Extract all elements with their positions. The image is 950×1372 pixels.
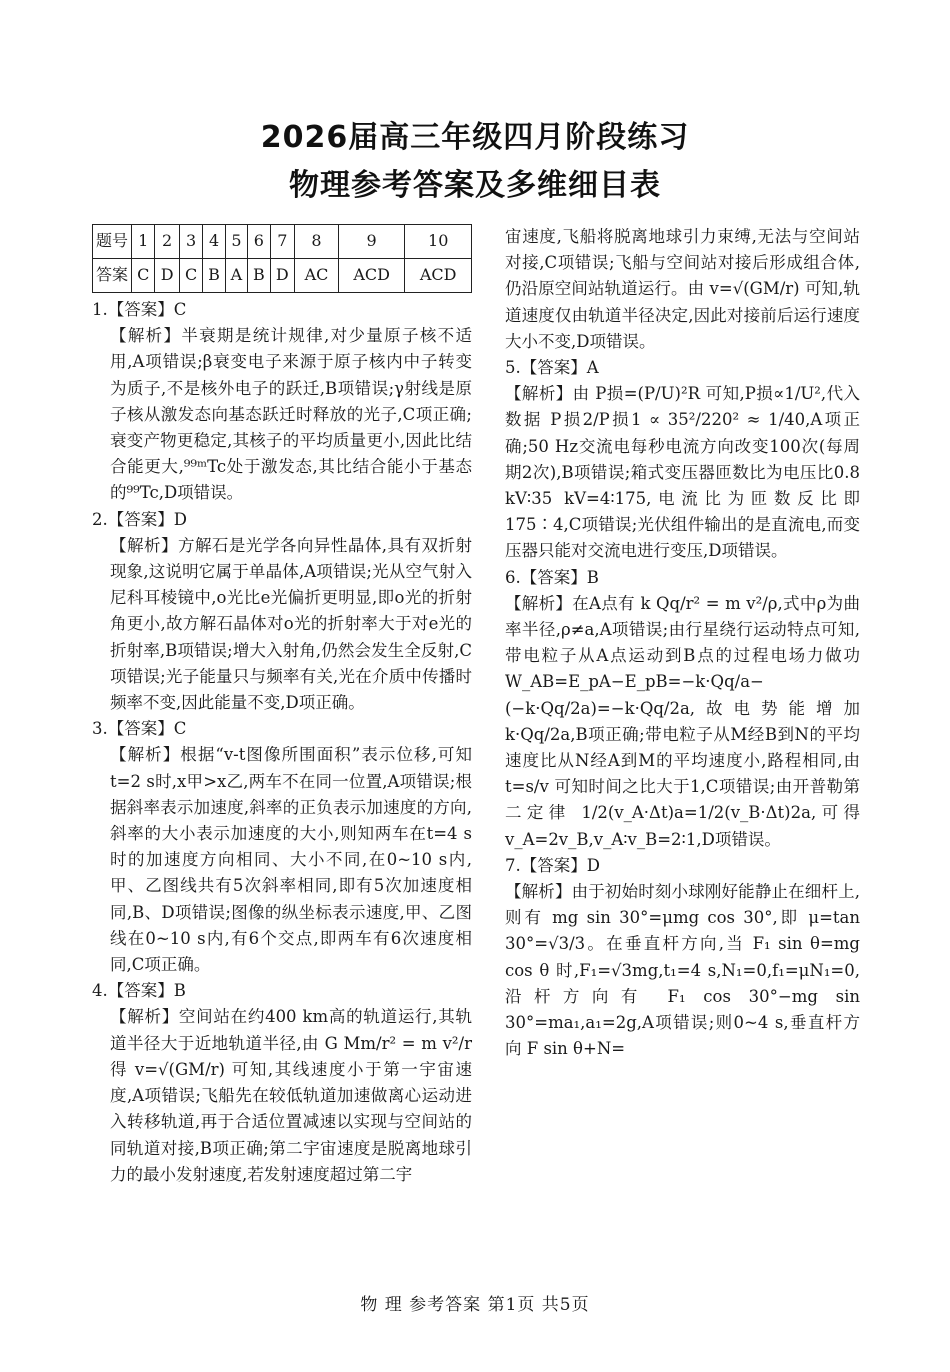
question-answer: 3.【答案】C [92, 719, 187, 739]
question-answer: 7.【答案】D [505, 855, 600, 875]
question-explanation: 【解析】根据“v-t图像所围面积”表示位移,可知t=2 s时,x甲>x乙,两车不在同一位置,A项错误;根据斜率表示加速度,斜率的正负表示加速度的方向,斜率的大小表示加速度的大小,则知两车在t=4 s时的加速度方向相同、大小不同,在0~10 s内,甲、乙图线共有5次斜率相同,即有5次加速度相同,B、D项错误;图像的纵坐标表示速度,甲、乙图线在0~10 s内,有6个交点,即两车有6次速度相同,C项正确。 [110, 745, 472, 975]
table-cell: 8 [295, 225, 339, 259]
table-header-cell: 答案 [93, 259, 132, 293]
question-4-continued [505, 224, 860, 355]
table-cell: D [270, 259, 294, 293]
question-7 [505, 853, 860, 1063]
table-cell: B [248, 259, 271, 293]
question-6 [505, 565, 860, 853]
table-row-numbers [93, 225, 472, 259]
question-answer: 4.【答案】B [92, 981, 186, 1001]
table-cell: C [132, 259, 155, 293]
table-cell: B [203, 259, 226, 293]
table-cell: ACD [338, 259, 405, 293]
table-row-answers [93, 259, 472, 293]
table-cell: 1 [132, 225, 155, 259]
question-answer: 5.【答案】A [505, 358, 599, 378]
table-cell: C [179, 259, 202, 293]
question-4 [92, 978, 472, 1188]
table-cell: 2 [155, 225, 179, 259]
question-explanation: 宙速度,飞船将脱离地球引力束缚,无法与空间站对接,C项错误;飞船与空间站对接后形成组合体,仍沿原空间站轨道运行。由 v=√(GM/r) 可知,轨道速度仅由轨道半径决定,因此对接前后运行速度大小不变,D项错误。 [505, 227, 860, 351]
table-cell: 10 [405, 225, 472, 259]
question-answer: 6.【答案】B [505, 567, 599, 587]
table-cell: D [155, 259, 179, 293]
question-answer: 2.【答案】D [92, 509, 187, 529]
left-column [92, 224, 472, 1188]
question-1 [92, 297, 472, 507]
question-explanation: 【解析】由 P损=(P/U)²R 可知,P损∝1/U²,代入数据 P损2/P损1 ∝ 35²/220² ≈ 1/40,A项正确;50 Hz交流电每秒电流方向改变100次(每周期2次),B项错误;箱式变压器匝数比为电压比0.8 kV∶35 kV=4∶175,电流比为匝数反比即175∶4,C项错误;光伏组件输出的是直流电,而变压器只能对交流电进行变压,D项错误。 [505, 384, 860, 561]
table-cell: 6 [248, 225, 271, 259]
question-explanation: 【解析】方解石是光学各向异性晶体,具有双折射现象,这说明它属于单晶体,A项错误;光从空气射入尼科耳棱镜中,o光比e光偏折更明显,即o光的折射角更小,故方解石晶体对o光的折射率大于对e光的折射率,B项错误;增大入射角,仍然会发生全反射,C项错误;光子能量只与频率有关,光在介质中传播时频率不变,因此能量不变,D项正确。 [110, 535, 472, 713]
question-explanation: 【解析】空间站在约400 km高的轨道运行,其轨道半径大于近地轨道半径,由 G Mm/r² = m v²/r 得 v=√(GM/r) 可知,其线速度小于第一宇宙速度,A项错误;飞船先在较低轨道加速做离心运动进入转移轨道,再于合适位置减速以实现与空间站的同轨道对接,B项正确;第二宇宙速度是脱离地球引力的最小发射速度,若发射速度超过第二宇 [110, 1007, 472, 1184]
question-2 [92, 507, 472, 717]
question-3 [92, 716, 472, 978]
table-cell: 5 [225, 225, 247, 259]
table-cell: 3 [179, 225, 202, 259]
question-answer: 1.【答案】C [92, 300, 187, 319]
document-subtitle: 物理参考答案及多维细目表 [289, 168, 661, 203]
document-title: 2026届高三年级四月阶段练习 [260, 120, 690, 155]
question-5 [505, 355, 860, 565]
question-explanation: 【解析】在A点有 k Qq/r² = m v²/ρ,式中ρ为曲率半径,ρ≠a,A项错误;由行星绕行运动特点可知,带电粒子从A点运动到B点的过程电场力做功 W_AB=E_pA−E_pB=−k·Qq/a−(−k·Qq/2a)=−k·Qq/2a,故电势能增加 k·Qq/2a,B项正确;带电粒子从M经B到N的平均速度比从N经A到M的平均速度小,路程相同,由 t=s/v 可知时间之比大于1,C项错误;由开普勒第二定律 1/2(v_A·Δt)a=1/2(v_B·Δt)2a,可得 v_A=2v_B,v_A∶v_B=2∶1,D项错误。 [505, 593, 860, 849]
page-footer: 物 理 参考答案 第1页 共5页 [360, 1295, 590, 1315]
question-explanation: 【解析】由于初始时刻小球刚好能静止在细杆上,则有 mg sin 30°=μmg cos 30°,即 μ=tan 30°=√3/3。在垂直杆方向,当 F₁ sin θ=mg cos θ 时,F₁=√3mg,t₁=4 s,N₁=0,f₁=μN₁=0,沿杆方向有 F₁ cos 30°−mg sin 30°=ma₁,a₁=2g,A项错误;则0~4 s,垂直杆方向 F sin θ+N= [505, 882, 860, 1059]
table-header-cell: 题号 [93, 225, 132, 259]
answer-table [92, 224, 472, 293]
table-cell: 9 [338, 225, 405, 259]
table-cell: ACD [405, 259, 472, 293]
table-cell: AC [295, 259, 339, 293]
table-cell: 4 [203, 225, 226, 259]
right-column [505, 224, 860, 1063]
question-explanation: 【解析】半衰期是统计规律,对少量原子核不适用,A项错误;β衰变电子来源于原子核内中子转变为质子,不是核外电子的跃迁,B项错误;γ射线是原子核从激发态向基态跃迁时释放的光子,C项正确;衰变产物更稳定,其核子的平均质量更小,因此比结合能更大,⁹⁹ᵐTc处于激发态,其比结合能小于基态的⁹⁹Tc,D项错误。 [110, 326, 472, 503]
table-cell: A [225, 259, 247, 293]
table-cell: 7 [270, 225, 294, 259]
